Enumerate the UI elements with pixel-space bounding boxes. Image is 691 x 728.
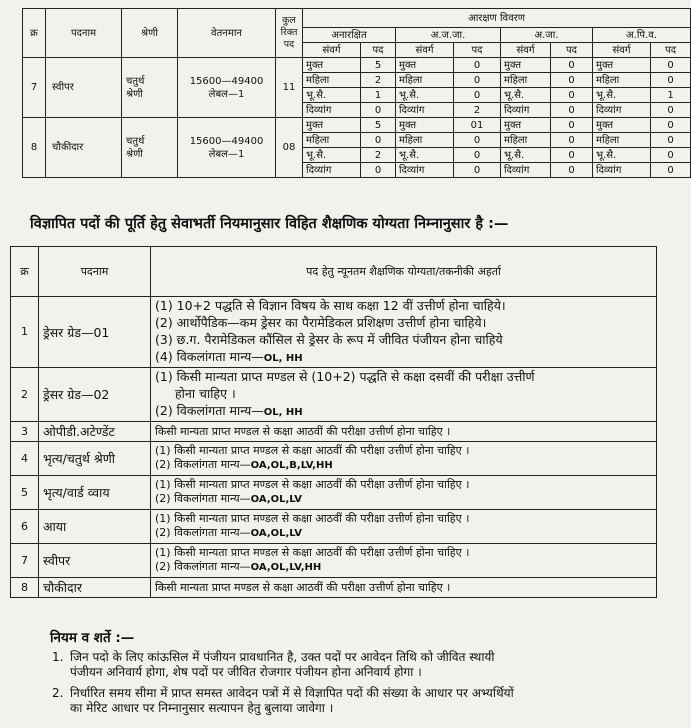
header-sn: क्र [11, 247, 39, 297]
header-cadre: संवर्ग [396, 43, 454, 58]
qualification-line [153, 546, 654, 560]
cadre-cell: दिव्यांग [303, 103, 361, 118]
cadre-cell: दिव्यांग [593, 103, 651, 118]
cadre-cell: मुक्त [396, 58, 454, 73]
cadre-cell: मुक्त [303, 118, 361, 133]
post-count-cell: 0 [551, 58, 593, 73]
row-post: ड्रेसर ग्रेड—02 [39, 368, 151, 422]
qualification-line [153, 368, 654, 385]
pay-line: लेबल—1 [208, 148, 245, 160]
cadre-cell: दिव्यांग [303, 163, 361, 178]
row-pay [178, 58, 276, 118]
qualification-text: (1) किसी मान्यता प्राप्त मण्डल से कक्षा आठवीं की परीक्षा उत्तीर्ण होना चाहिए । [155, 512, 470, 525]
row-qualification [151, 510, 657, 544]
cadre-cell: भू.सै. [303, 88, 361, 103]
row-post: भृत्य/वार्ड व्वाय [39, 476, 151, 510]
header-posts: पद [361, 43, 396, 58]
disability-codes: OL, HH [263, 407, 303, 418]
rule-number: 2. [52, 686, 64, 700]
disability-codes: OA,OL,LV,HH [250, 562, 322, 573]
header-cadre: संवर्ग [501, 43, 551, 58]
post-count-cell: 0 [454, 88, 501, 103]
post-count-cell: 0 [551, 148, 593, 163]
qualification-text: (1) किसी मान्यता प्राप्त मण्डल से कक्षा आठवीं की परीक्षा उत्तीर्ण होना चाहिए । [155, 444, 470, 457]
qualification-text: (2) विकलांगता मान्य— [155, 458, 251, 471]
pay-line: 15600—49400 [189, 135, 264, 147]
post-count-cell: 0 [551, 103, 593, 118]
post-count-cell: 2 [361, 73, 396, 88]
table-row [23, 58, 691, 73]
post-count-cell: 0 [454, 148, 501, 163]
rule-item [52, 686, 514, 716]
class-line: चतुर्थ [126, 135, 145, 147]
post-count-cell: 2 [361, 148, 396, 163]
disability-codes: OL, HH [263, 353, 303, 364]
qualification-line [153, 331, 654, 348]
row-sn: 4 [11, 442, 39, 476]
qualification-line [153, 402, 654, 421]
row-sn: 3 [11, 422, 39, 442]
post-count-cell: 0 [551, 133, 593, 148]
qualification-line [153, 314, 654, 331]
post-count-cell: 2 [454, 103, 501, 118]
qualification-line [153, 492, 654, 507]
cadre-cell: दिव्यांग [501, 103, 551, 118]
post-count-cell: 0 [551, 73, 593, 88]
post-count-cell: 0 [454, 133, 501, 148]
qualification-text: किसी मान्यता प्राप्त मण्डल से कक्षा आठवीं की परीक्षा उत्तीर्ण होना चाहिए । [155, 580, 451, 594]
qualification-text: (2) विकलांगता मान्य— [155, 492, 251, 505]
row-total: 08 [276, 118, 303, 178]
header-unreserved: अनारक्षित [303, 28, 396, 43]
qualification-text: (3) छ.ग. पैरामेडिकल कौंसिल से ड्रेसर के रूप में जीवित पंजीयन होना चाहिये [155, 332, 503, 347]
post-count-cell: 0 [361, 103, 396, 118]
qualification-line [153, 444, 654, 458]
header-class: श्रेणी [122, 9, 178, 58]
qualification-text: (1) किसी मान्यता प्राप्त मण्डल से (10+2) पद्धति से कक्षा दसवीं की परीक्षा उत्तीर्ण [155, 369, 535, 384]
post-count-cell: 0 [551, 88, 593, 103]
post-count-cell: 5 [361, 58, 396, 73]
header-pay: वेतनमान [178, 9, 276, 58]
table-row [23, 118, 691, 133]
post-count-cell: 0 [651, 133, 691, 148]
row-post: भृत्य/चतुर्थ श्रेणी [39, 442, 151, 476]
table-row [11, 476, 657, 510]
row-sn: 7 [11, 544, 39, 578]
row-qualification [151, 476, 657, 510]
class-line: श्रेणी [126, 148, 143, 160]
post-count-cell: 5 [361, 118, 396, 133]
table-row [11, 510, 657, 544]
row-sn: 8 [23, 118, 46, 178]
post-count-cell: 0 [361, 163, 396, 178]
qualification-line [153, 478, 654, 492]
row-post: चौकीदार [39, 578, 151, 598]
cadre-cell: महिला [501, 133, 551, 148]
table-row [11, 422, 657, 442]
rules-title: नियम व शर्ते :— [50, 630, 135, 646]
post-count-cell: 1 [361, 88, 396, 103]
cadre-cell: मुक्त [593, 118, 651, 133]
header-posts: पद [454, 43, 501, 58]
qualification-text: (2) विकलांगता मान्य— [155, 403, 264, 418]
cadre-cell: महिला [593, 133, 651, 148]
row-sn: 5 [11, 476, 39, 510]
header-reservation: आरक्षण विवरण [303, 9, 691, 28]
row-post: स्वीपर [46, 58, 122, 118]
rule-text: जिन पदो के लिए कांऊसिल में पंजीयन प्रावधानित है, उक्त पदों पर आवेदन तिथि को जीवित स्थायी [70, 650, 495, 664]
qualification-heading: विज्ञापित पदों की पूर्ति हेतु सेवाभर्ती नियमानुसार विहित शैक्षणिक योग्यता निम्नानुसार है :— [30, 216, 509, 232]
row-qualification [151, 544, 657, 578]
post-count-cell: 0 [551, 163, 593, 178]
row-post: आया [39, 510, 151, 544]
rule-item [52, 650, 495, 680]
header-cadre: संवर्ग [593, 43, 651, 58]
header-post: पदनाम [46, 9, 122, 58]
cadre-cell: मुक्त [501, 58, 551, 73]
cadre-cell: मुक्त [396, 118, 454, 133]
post-count-cell: 0 [361, 133, 396, 148]
qualification-line [153, 526, 654, 541]
qualification-text: (1) किसी मान्यता प्राप्त मण्डल से कक्षा आठवीं की परीक्षा उत्तीर्ण होना चाहिए । [155, 546, 470, 559]
row-qualification [151, 578, 657, 598]
cadre-cell: भू.सै. [303, 148, 361, 163]
cadre-cell: दिव्यांग [396, 163, 454, 178]
post-count-cell: 0 [551, 118, 593, 133]
cadre-cell: दिव्यांग [501, 163, 551, 178]
post-count-cell: 01 [454, 118, 501, 133]
rule-text: निर्धारित समय सीमा में प्राप्त समस्त आवेदन पत्रों में से विज्ञापित पदों की संख्या के आधार पर अभ्यर्थियों [70, 686, 514, 700]
row-sn: 8 [11, 578, 39, 598]
table-row [11, 297, 657, 368]
qualification-line [153, 560, 654, 575]
cadre-cell: भू.सै. [501, 88, 551, 103]
table-row [11, 368, 657, 422]
cadre-cell: महिला [593, 73, 651, 88]
row-sn: 1 [11, 297, 39, 368]
row-total: 11 [276, 58, 303, 118]
qualification-line [153, 512, 654, 526]
cadre-cell: महिला [501, 73, 551, 88]
header-post: पदनाम [39, 247, 151, 297]
post-count-cell: 0 [651, 163, 691, 178]
cadre-cell: मुक्त [501, 118, 551, 133]
header-sc: अ.जा. [501, 28, 593, 43]
row-sn: 6 [11, 510, 39, 544]
class-line: चतुर्थ [126, 75, 145, 87]
row-pay [178, 118, 276, 178]
disability-codes: OA,OL,LV [250, 528, 303, 539]
cadre-cell: भू.सै. [396, 148, 454, 163]
cadre-cell: मुक्त [593, 58, 651, 73]
rule-line [52, 686, 514, 701]
qualification-text: होना चाहिए । [175, 386, 236, 401]
header-posts: पद [651, 43, 691, 58]
qualification-table [10, 246, 657, 598]
qualification-line [153, 425, 654, 439]
qualification-line [153, 385, 654, 402]
qualification-text: किसी मान्यता प्राप्त मण्डल से कक्षा आठवीं की परीक्षा उत्तीर्ण होना चाहिए । [155, 424, 451, 438]
row-post: चौकीदार [46, 118, 122, 178]
header-posts: पद [551, 43, 593, 58]
table-row [11, 442, 657, 476]
disability-codes: OA,OL,LV [250, 494, 303, 505]
post-count-cell: 0 [454, 58, 501, 73]
post-count-cell: 1 [651, 88, 691, 103]
cadre-cell: भू.सै. [593, 148, 651, 163]
row-qualification [151, 297, 657, 368]
row-class [122, 118, 178, 178]
disability-codes: OA,OL,B,LV,HH [250, 460, 333, 471]
post-count-cell: 0 [651, 118, 691, 133]
pay-line: 15600—49400 [189, 75, 264, 87]
post-count-cell: 0 [651, 73, 691, 88]
header-total-vacancy: कुल रिक्त पद [276, 9, 303, 58]
row-qualification [151, 442, 657, 476]
qualification-line [153, 581, 654, 595]
vacancy-reservation-table [22, 8, 691, 178]
cadre-cell: भू.सै. [396, 88, 454, 103]
cadre-cell: भू.सै. [501, 148, 551, 163]
class-line: श्रेणी [126, 88, 143, 100]
table-row [11, 544, 657, 578]
cadre-cell: महिला [396, 133, 454, 148]
qualification-text: (1) किसी मान्यता प्राप्त मण्डल से कक्षा आठवीं की परीक्षा उत्तीर्ण होना चाहिए । [155, 478, 470, 491]
cadre-cell: महिला [303, 73, 361, 88]
cadre-cell: दिव्यांग [593, 163, 651, 178]
post-count-cell: 0 [454, 163, 501, 178]
row-post: स्वीपर [39, 544, 151, 578]
row-sn: 7 [23, 58, 46, 118]
row-post: ड्रेसर ग्रेड—01 [39, 297, 151, 368]
header-qualification: पद हेतु न्यूनतम शैक्षणिक योग्यता/तकनीकी अहर्ता [151, 247, 657, 297]
cadre-cell: महिला [396, 73, 454, 88]
cadre-cell: भू.सै. [593, 88, 651, 103]
qualification-text: (2) विकलांगता मान्य— [155, 560, 251, 573]
qualification-line [153, 348, 654, 367]
qualification-text: (4) विकलांगता मान्य— [155, 349, 264, 364]
table-row [11, 578, 657, 598]
qualification-line [153, 458, 654, 473]
rule-line: का मेरिट आधार पर निम्नानुसार सत्यापन हेतु बुलाया जावेगा । [70, 701, 334, 715]
qualification-line [153, 297, 654, 314]
post-count-cell: 0 [454, 73, 501, 88]
rule-number: 1. [52, 650, 64, 664]
cadre-cell: दिव्यांग [396, 103, 454, 118]
post-count-cell: 0 [651, 148, 691, 163]
cadre-cell: मुक्त [303, 58, 361, 73]
rule-line [52, 650, 495, 665]
qualification-text: (2) विकलांगता मान्य— [155, 526, 251, 539]
row-sn: 2 [11, 368, 39, 422]
header-sn: क्र [23, 9, 46, 58]
row-qualification [151, 368, 657, 422]
header-cadre: संवर्ग [303, 43, 361, 58]
row-class [122, 58, 178, 118]
rule-line: पंजीयन अनिवार्य होगा, शेष पदों पर जीवित रोजगार पंजीयन होना अनिवार्य होगा । [70, 665, 422, 679]
row-post: ओपीडी.अटेण्डेंट [39, 422, 151, 442]
row-qualification [151, 422, 657, 442]
cadre-cell: महिला [303, 133, 361, 148]
post-count-cell: 0 [651, 103, 691, 118]
qualification-text: (2) आर्थोपैडिक—कम ड्रेसर का पैरामेडिकल प्रशिक्षण उत्तीर्ण होना चाहिये। [155, 315, 487, 330]
header-st: अ.ज.जा. [396, 28, 501, 43]
pay-line: लेबल—1 [208, 88, 245, 100]
qualification-text: (1) 10+2 पद्धति से विज्ञान विषय के साथ कक्षा 12 वीं उत्तीर्ण होना चाहिये। [155, 298, 506, 313]
post-count-cell: 0 [651, 58, 691, 73]
header-obc: अ.पि.व. [593, 28, 691, 43]
